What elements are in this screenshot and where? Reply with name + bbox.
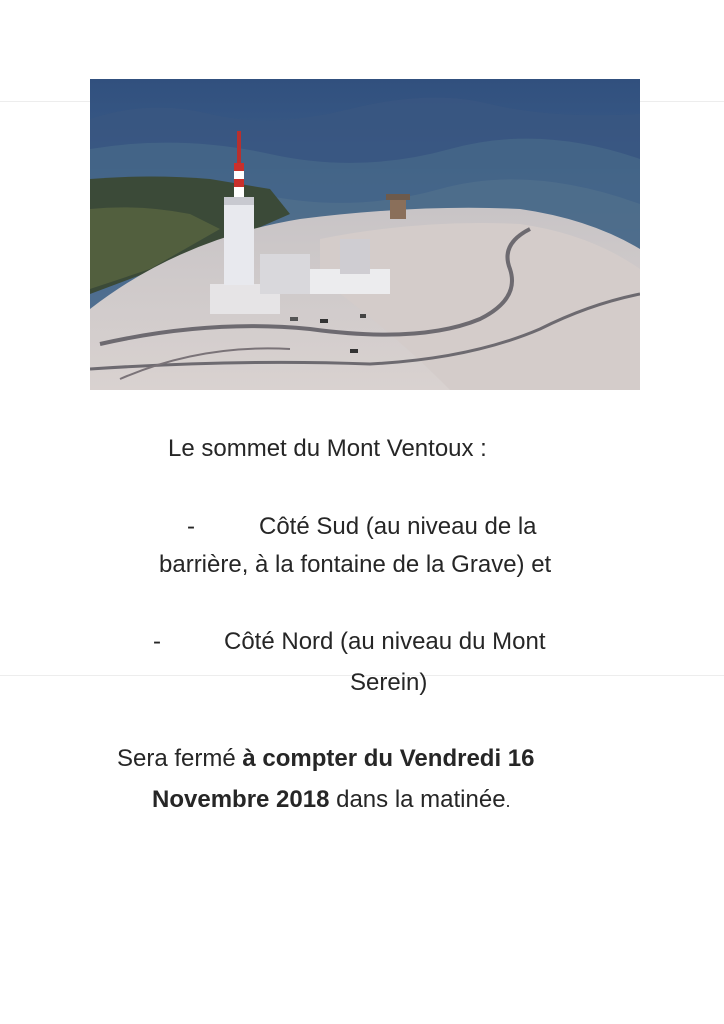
item-north-line2: Serein)	[350, 669, 428, 696]
notice-text: dans la matinée	[329, 786, 506, 813]
bullet-dash: -	[153, 628, 161, 655]
notice-line2	[152, 785, 511, 816]
heading: Le sommet du Mont Ventoux :	[168, 435, 487, 462]
item-north-line1: Côté Nord (au niveau du Mont	[224, 628, 546, 655]
notice-line1	[117, 744, 534, 774]
notice-period: .	[505, 791, 511, 811]
summit-photo	[90, 79, 640, 390]
notice-date-start: à compter du Vendredi 16	[242, 745, 535, 772]
item-south-line2: barrière, à la fontaine de la Grave) et	[159, 551, 552, 578]
notice-date-end: Novembre 2018	[152, 786, 330, 813]
notice-text: Sera fermé	[117, 745, 243, 772]
bullet-dash: -	[187, 513, 195, 540]
item-south-line1: Côté Sud (au niveau de la	[259, 513, 537, 540]
